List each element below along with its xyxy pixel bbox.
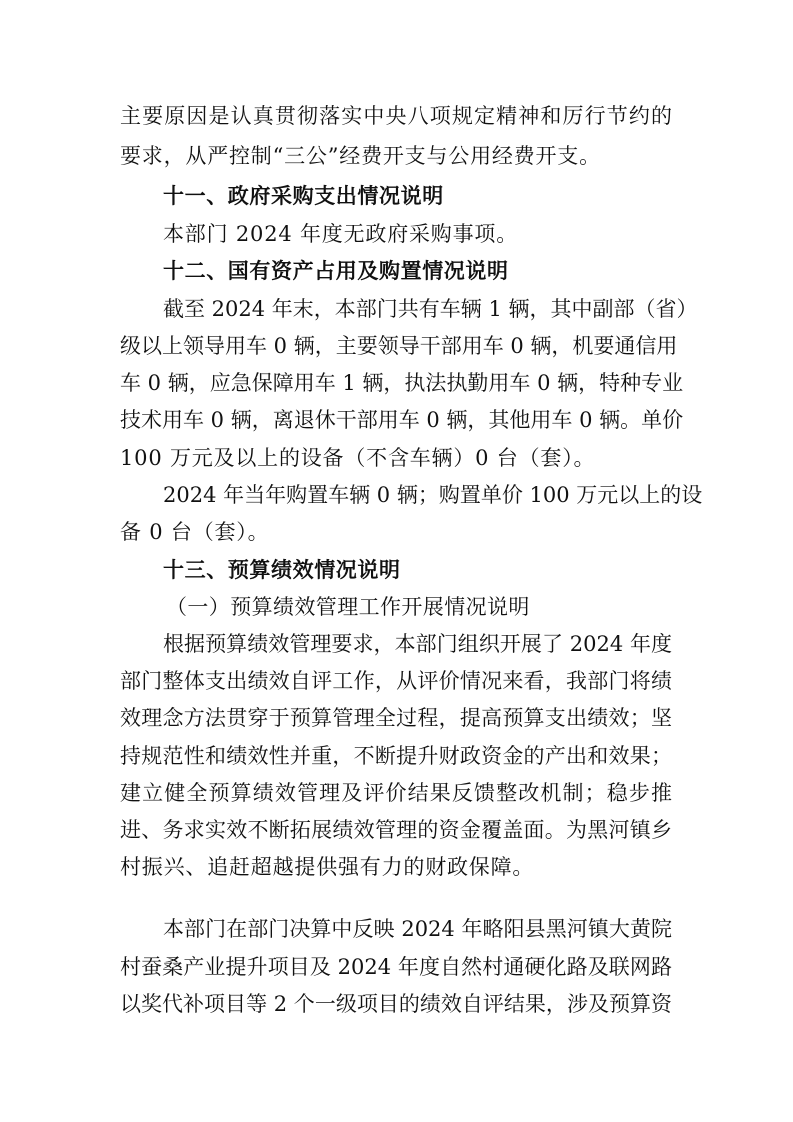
- body-text-line: 村振兴、追赶超越提供强有力的财政保障。: [120, 855, 535, 879]
- body-text-line: 2024 年当年购置车辆 0 辆；购置单价 100 万元以上的设: [163, 483, 703, 507]
- body-text-line: 技术用车 0 辆，离退休干部用车 0 辆，其他用车 0 辆。单价: [120, 408, 684, 432]
- body-text-line: 以奖代补项目等 2 个一级项目的绩效自评结果，涉及预算资: [120, 992, 672, 1016]
- body-text-line: 车 0 辆，应急保障用车 1 辆，执法执勤用车 0 辆，特种专业: [120, 371, 684, 395]
- section-heading-12: 十二、国有资产占用及购置情况说明: [163, 259, 509, 283]
- body-text-line: 主要原因是认真贯彻落实中央八项规定精神和厉行节约的: [120, 104, 672, 128]
- body-text-line: 根据预算绩效管理要求，本部门组织开展了 2024 年度: [163, 632, 672, 656]
- body-text-line: 截至 2024 年末，本部门共有车辆 1 辆，其中副部（省）: [163, 297, 698, 321]
- body-text-line: 本部门 2024 年度无政府采购事项。: [163, 222, 518, 246]
- body-text-line: 本部门在部门决算中反映 2024 年略阳县黑河镇大黄院: [163, 917, 672, 941]
- subsection-heading: （一）预算绩效管理工作开展情况说明: [166, 595, 530, 619]
- body-text-line: 持规范性和绩效性并重，不断提升财政资金的产出和效果；: [120, 744, 672, 768]
- body-text-line: 部门整体支出绩效自评工作，从评价情况来看，我部门将绩: [120, 669, 672, 693]
- section-heading-13: 十三、预算绩效情况说明: [163, 558, 401, 582]
- section-heading-11: 十一、政府采购支出情况说明: [163, 184, 444, 208]
- body-text-line: 建立健全预算绩效管理及评价结果反馈整改机制；稳步推: [120, 781, 672, 805]
- body-text-line: 级以上领导用车 0 辆，主要领导干部用车 0 辆，机要通信用: [120, 334, 678, 358]
- body-text-line: 效理念方法贯穿于预算管理全过程，提高预算支出绩效；坚: [120, 706, 672, 730]
- body-text-line: 备 0 台（套）。: [120, 520, 270, 544]
- body-text-line: 进、务求实效不断拓展绩效管理的资金覆盖面。为黑河镇乡: [120, 818, 672, 842]
- body-text-line: 100 万元及以上的设备（不含车辆）0 台（套）。: [120, 446, 596, 470]
- body-text-line: 要求，从严控制“三公”经费开支与公用经费开支。: [120, 144, 601, 168]
- body-text-line: 村蚕桑产业提升项目及 2024 年度自然村通硬化路及联网路: [120, 955, 672, 979]
